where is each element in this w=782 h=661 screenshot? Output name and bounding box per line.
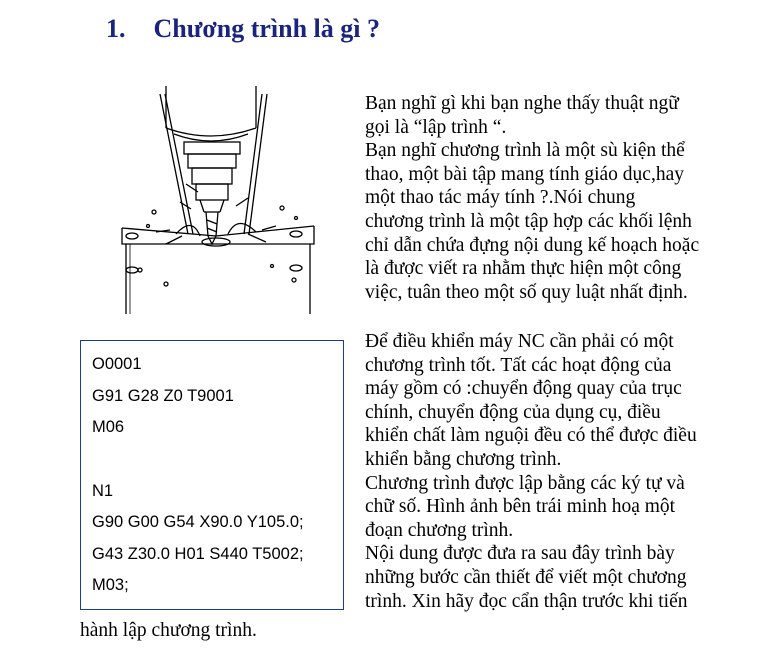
code-line-clipped bbox=[92, 602, 343, 611]
text-line: việc, tuân theo một số quy luật nhất định. bbox=[365, 281, 688, 303]
continuation-text: hành lập chương trình. bbox=[80, 620, 257, 641]
text-line: chương trình là một tập hợp các khối lệnh bbox=[365, 210, 692, 232]
section-heading bbox=[106, 14, 380, 44]
text-line: một thao tác máy tính ?.Nói chung bbox=[365, 187, 636, 209]
text-line: khiển chất làm nguội đều có thể được điều bbox=[365, 425, 697, 447]
text-line: chỉ dẫn chứa đựng nội dung kế hoạch hoặc bbox=[365, 234, 700, 256]
text-line: khiển bằng chương trình. bbox=[365, 448, 562, 470]
nc-program-paragraph bbox=[365, 330, 765, 613]
text-line: chương trình tốt. Tất các hoạt động của bbox=[365, 354, 672, 376]
section-title: Chương trình là gì ? bbox=[153, 14, 380, 43]
text-line: máy gồm có :chuyển động quay của trục bbox=[365, 378, 682, 400]
text-line: Nội dung được đưa ra sau đây trình bày bbox=[365, 543, 675, 565]
code-line: O0001 bbox=[92, 355, 142, 373]
code-line-blank bbox=[92, 444, 343, 476]
intro-paragraph bbox=[365, 92, 765, 304]
code-line: M03; bbox=[92, 576, 129, 594]
code-line: G43 Z30.0 H01 S440 T5002; bbox=[92, 544, 304, 563]
nc-program-code-box bbox=[80, 340, 344, 610]
text-line: đoạn chương trình. bbox=[365, 519, 514, 541]
section-number: 1. bbox=[106, 14, 126, 43]
text-line: Bạn nghĩ chương trình là một sù kiện thể bbox=[365, 140, 685, 162]
text-line: Chương trình được lập bằng các ký tự và bbox=[365, 472, 685, 494]
text-line: Để điều khiển máy NC cần phải có một bbox=[365, 331, 674, 352]
text-line: là được viết ra nhằm thực hiện một công bbox=[365, 258, 682, 280]
code-line: M06 bbox=[92, 418, 125, 436]
code-line: N1 bbox=[92, 481, 114, 500]
text-line: gọi là “lập trình “. bbox=[365, 116, 507, 138]
text-line: chính, chuyển động của dụng cụ, điều bbox=[365, 401, 661, 423]
code-line: G91 G28 Z0 T9001 bbox=[92, 386, 234, 405]
text-line: Bạn nghĩ gì khi bạn nghe thấy thuật ngữ bbox=[365, 93, 679, 114]
text-line: chữ số. Hình ảnh bên trái minh hoạ một bbox=[365, 496, 676, 518]
text-line: thao, một bài tập mang tính giáo dục,hay bbox=[365, 163, 684, 185]
cnc-spindle-drilling-icon bbox=[96, 84, 336, 316]
text-line: trình. Xin hãy đọc cẩn thận trước khi tiến bbox=[365, 590, 688, 612]
code-line: G90 G00 G54 X90.0 Y105.0; bbox=[92, 513, 304, 531]
text-line: những bước cần thiết để viết một chương bbox=[365, 566, 687, 588]
